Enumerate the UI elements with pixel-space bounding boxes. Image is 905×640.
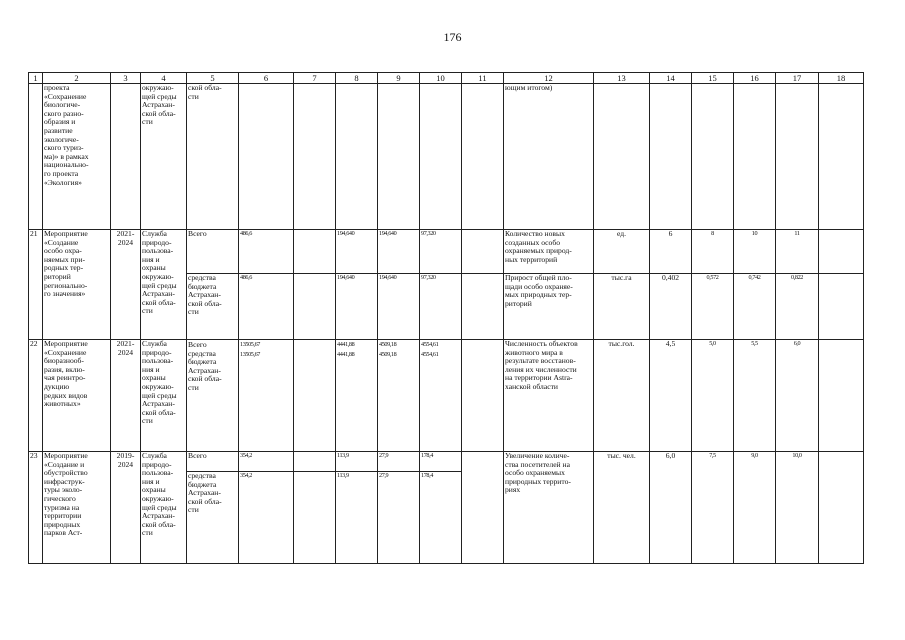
cell-value: 13505,67 bbox=[240, 341, 261, 348]
cell-unit: тыс. чел. bbox=[594, 452, 650, 564]
cell-unit: тыс.гол. bbox=[594, 340, 650, 452]
header-cell: 14 bbox=[650, 73, 692, 84]
cell-target: 4,5 bbox=[650, 340, 692, 452]
cell-value: 354,2 bbox=[239, 472, 294, 564]
cell-target: 8 bbox=[692, 230, 734, 274]
cell-source: средства бюджета Астрахан- ской обла- сти bbox=[187, 472, 239, 564]
cell-value: 486,6 bbox=[239, 230, 294, 274]
header-cell: 15 bbox=[692, 73, 734, 84]
cell-row-number: 22 bbox=[29, 340, 43, 452]
cell-value: 97,320 bbox=[420, 230, 462, 274]
cell-indicator: ющим итогом) bbox=[504, 84, 594, 230]
header-cell: 13 bbox=[594, 73, 650, 84]
table-row bbox=[29, 230, 864, 274]
cell-value: 194,640 bbox=[336, 274, 378, 340]
cell-target: 11 bbox=[776, 230, 819, 274]
cell-executor: Служба природо- пользова- ния и охраны окружаю- щей среды Астрахан- ской обла- сти bbox=[141, 230, 187, 340]
table-row bbox=[29, 340, 864, 452]
cell-executor: Служба природо- пользова- ния и охраны окружаю- щей среды Астрахан- ской обла- сти bbox=[141, 340, 187, 452]
cell-target: 5,0 bbox=[692, 340, 734, 452]
cell-value: 4509,18 bbox=[379, 341, 397, 348]
cell-target: 10 bbox=[734, 230, 776, 274]
header-cell: 6 bbox=[239, 73, 294, 84]
cell-target: 6,0 bbox=[650, 452, 692, 564]
header-cell: 5 bbox=[187, 73, 239, 84]
program-table bbox=[28, 72, 864, 564]
cell-value: 27,9 bbox=[378, 472, 420, 564]
cell-unit: тыс.га bbox=[594, 274, 650, 340]
cell-value: 4441,88 bbox=[337, 350, 355, 358]
header-cell: 2 bbox=[43, 73, 111, 84]
cell-source: Всего bbox=[188, 340, 207, 349]
cell-value: 13505,67 bbox=[240, 350, 261, 358]
cell-measure: проекта «Сохранение биологиче- ского разно- образия и развитие экологиче- ского туриз- ма)» в рамках национально- го проекта «Экология» bbox=[43, 84, 111, 230]
cell-target: 6,0 bbox=[776, 340, 819, 452]
cell-target: 5,5 bbox=[734, 340, 776, 452]
cell-measure: Мероприятие «Создание и обустройство инфраструк- туры эколо- гического туризма на территории природных парков Аст- bbox=[43, 452, 111, 564]
cell-unit: ед. bbox=[594, 230, 650, 274]
cell-value: 194,640 bbox=[378, 274, 420, 340]
header-cell: 12 bbox=[504, 73, 594, 84]
page-number: 176 bbox=[443, 30, 462, 44]
cell-target: 7,5 bbox=[692, 452, 734, 564]
cell-executor: окружаю- щей среды Астрахан- ской обла- сти bbox=[141, 84, 187, 230]
cell-source: средства бюджета Астрахан- ской обла- сти bbox=[188, 348, 222, 392]
header-cell: 7 bbox=[294, 73, 336, 84]
table-row bbox=[29, 452, 864, 472]
cell-value: 113,9 bbox=[336, 472, 378, 564]
header-cell: 4 bbox=[141, 73, 187, 84]
header-cell: 10 bbox=[420, 73, 462, 84]
cell-indicator: Увеличение количе- ства посетителей на особо охраняемых природных террито- риях bbox=[504, 452, 594, 564]
cell-value: 97,320 bbox=[420, 274, 462, 340]
header-cell: 1 bbox=[29, 73, 43, 84]
cell-value: 113,9 bbox=[336, 452, 378, 472]
cell-source: ской обла- сти bbox=[187, 84, 239, 230]
cell-value: 4509,18 bbox=[379, 350, 397, 358]
cell-target: 10,0 bbox=[776, 452, 819, 564]
cell-target: 0,822 bbox=[776, 274, 819, 340]
cell-source: средства бюджета Астрахан- ской обла- сти bbox=[187, 274, 239, 340]
cell-target: 6 bbox=[650, 230, 692, 274]
cell-value: 178,4 bbox=[420, 472, 462, 564]
cell-target: 0,742 bbox=[734, 274, 776, 340]
header-cell: 8 bbox=[336, 73, 378, 84]
cell-executor: Служба природо- пользова- ния и охраны окружаю- щей среды Астрахан- ской обла- сти bbox=[141, 452, 187, 564]
header-cell: 18 bbox=[819, 73, 864, 84]
cell-value: 4554,61 bbox=[421, 341, 439, 348]
header-cell: 9 bbox=[378, 73, 420, 84]
cell-value: 27,9 bbox=[378, 452, 420, 472]
cell-period: 2021- 2024 bbox=[111, 230, 141, 340]
cell-period: 2021- 2024 bbox=[111, 340, 141, 452]
header-row bbox=[29, 73, 864, 84]
cell-target: 0,402 bbox=[650, 274, 692, 340]
cell-period: 2019- 2024 bbox=[111, 452, 141, 564]
cell-measure: Мероприятие «Сохранение биоразнооб- разия, вклю- чая реинтро- дукцию редких видов животных» bbox=[43, 340, 111, 452]
header-cell: 16 bbox=[734, 73, 776, 84]
cell-indicator: Численность объектов животного мира в результате восстанов- ления их численности на территории Astra- ханской области bbox=[504, 340, 594, 452]
table-row-continued bbox=[29, 84, 864, 230]
cell-row-number: 23 bbox=[29, 452, 43, 564]
cell-indicator: Прирост общей пло- щади особо охраняе- мых природных тер- риторий bbox=[504, 274, 594, 340]
cell-value: 354,2 bbox=[239, 452, 294, 472]
header-cell: 3 bbox=[111, 73, 141, 84]
cell-value: 4441,88 bbox=[337, 341, 355, 348]
cell-source: Всего bbox=[187, 452, 239, 472]
cell-measure: Мероприятие «Создание особо охра- няемых при- родных тер- риторий регионально- го значения» bbox=[43, 230, 111, 340]
cell-value: 194,640 bbox=[336, 230, 378, 274]
cell-indicator: Количество новых созданных особо охраняемых природ- ных территорий bbox=[504, 230, 594, 274]
cell-value: 4554,61 bbox=[421, 350, 439, 358]
header-cell: 11 bbox=[462, 73, 504, 84]
cell-row-number: 21 bbox=[29, 230, 43, 340]
cell-value: 486,6 bbox=[239, 274, 294, 340]
cell-source: Всего bbox=[187, 230, 239, 274]
cell-value: 178,4 bbox=[420, 452, 462, 472]
cell-value: 194,640 bbox=[378, 230, 420, 274]
cell-target: 0,572 bbox=[692, 274, 734, 340]
cell-target: 9,0 bbox=[734, 452, 776, 564]
header-cell: 17 bbox=[776, 73, 819, 84]
